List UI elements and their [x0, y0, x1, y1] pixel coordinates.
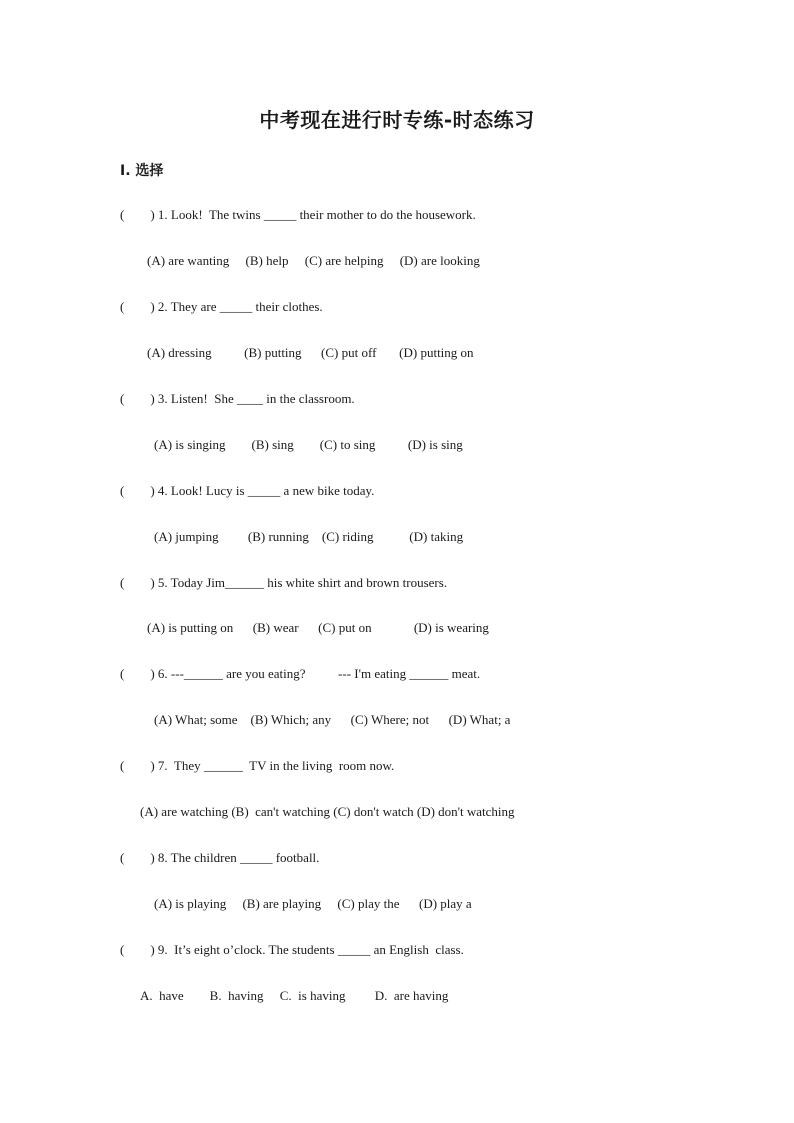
question-6: ( ) 6. ---______ are you eating? --- I'm eating ______ meat. — [120, 666, 481, 681]
question-8-options: (A) is playing (B) are playing (C) play the (D) play a — [154, 896, 472, 911]
question-7: ( ) 7. They ______ TV in the living room now. — [120, 758, 395, 773]
question-2: ( ) 2. They are _____ their clothes. — [120, 299, 323, 314]
section-heading: I. 选择 — [120, 163, 164, 179]
question-5-options: (A) is putting on (B) wear (C) put on (D) is wearing — [147, 620, 489, 635]
question-4: ( ) 4. Look! Lucy is _____ a new bike today. — [120, 483, 375, 498]
question-8: ( ) 8. The children _____ football. — [120, 850, 320, 865]
question-7-options: (A) are watching (B) can't watching (C) don't watch (D) don't watching — [140, 804, 515, 819]
question-1: ( ) 1. Look! The twins _____ their mother to do the housework. — [120, 207, 476, 222]
question-4-options: (A) jumping (B) running (C) riding (D) taking — [154, 529, 464, 544]
question-9-options: A. have B. having C. is having D. are having — [140, 988, 449, 1003]
question-5: ( ) 5. Today Jim______ his white shirt and brown trousers. — [120, 575, 448, 590]
question-3-options: (A) is singing (B) sing (C) to sing (D) is sing — [154, 437, 463, 452]
question-9: ( ) 9. It’s eight o’clock. The students _____ an English class. — [120, 942, 464, 957]
page-title: 中考现在进行时专练-时态练习 — [259, 108, 535, 132]
question-2-options: (A) dressing (B) putting (C) put off (D) putting on — [147, 345, 474, 360]
question-6-options: (A) What; some (B) Which; any (C) Where; not (D) What; a — [154, 712, 511, 727]
question-1-options: (A) are wanting (B) help (C) are helping (D) are looking — [147, 253, 480, 268]
question-3: ( ) 3. Listen! She ____ in the classroom. — [120, 391, 355, 406]
